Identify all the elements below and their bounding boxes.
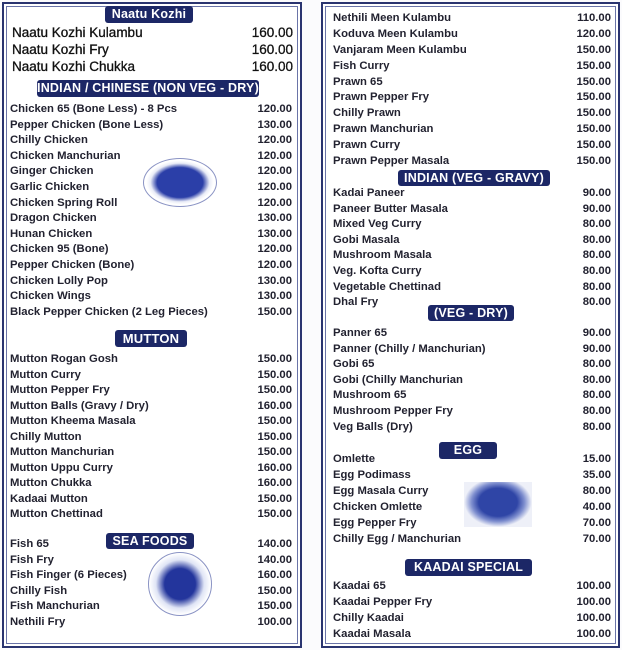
menu-item-price: 140.00 — [257, 538, 292, 550]
menu-item — [333, 610, 611, 626]
menu-item-price: 90.00 — [582, 327, 611, 339]
menu-item-name: Garlic Chicken — [10, 180, 90, 193]
menu-item — [333, 202, 611, 218]
menu-item-name: Veg. Kofta Curry — [333, 264, 422, 277]
menu-item-price: 150.00 — [257, 508, 292, 520]
menu-item — [333, 43, 611, 59]
menu-item-name: Naatu Kozhi Fry — [12, 42, 109, 57]
menu-item-price: 150.00 — [257, 492, 292, 505]
menu-item-price: 120.00 — [257, 103, 292, 115]
menu-item — [10, 133, 292, 149]
menu-item-name: Pepper Chicken (Bone) — [10, 258, 135, 271]
menu-item-name: Chilly Prawn — [333, 107, 401, 120]
section-sea-foods-continued — [333, 11, 611, 170]
menu-item-name: Prawn Manchurian — [333, 123, 434, 136]
menu-item-name: Gobi Masala — [333, 233, 400, 246]
menu-item-name: Mutton Curry — [10, 368, 81, 381]
menu-item — [333, 217, 611, 233]
menu-item-price: 80.00 — [582, 420, 611, 433]
menu-item-name: Chicken 95 (Bone) — [10, 243, 109, 256]
menu-item-price: 150.00 — [257, 415, 292, 427]
menu-item-price: 120.00 — [257, 196, 292, 209]
menu-item — [333, 373, 611, 389]
menu-item-price: 150.00 — [257, 305, 292, 318]
menu-item — [333, 342, 611, 358]
menu-item-price: 70.00 — [582, 533, 611, 545]
section-header-naatu-kozhi: Naatu Kozhi — [105, 6, 193, 23]
menu-item-price: 120.00 — [257, 243, 292, 256]
menu-item — [333, 626, 611, 642]
menu-item-price: 100.00 — [576, 580, 611, 592]
menu-item-price: 90.00 — [582, 187, 611, 199]
menu-item — [10, 461, 292, 477]
menu-item-name: Mixed Veg Curry — [333, 218, 422, 231]
menu-item-name: Panner (Chilly / Manchurian) — [333, 342, 486, 355]
menu-item-name: Kaadai Pepper Fry — [333, 596, 433, 608]
menu-item-price: 80.00 — [582, 358, 611, 371]
menu-item — [333, 264, 611, 280]
menu-item-name: Fish 65 — [10, 538, 49, 550]
menu-item — [10, 102, 292, 118]
menu-item — [333, 451, 611, 467]
menu-item-price: 150.00 — [576, 75, 611, 88]
menu-item-price: 80.00 — [582, 485, 611, 497]
menu-item-name: Chilly Chicken — [10, 134, 88, 147]
menu-item-name: Fish Manchurian — [10, 600, 100, 613]
menu-item — [12, 58, 293, 75]
menu-item-name: Prawn Curry — [333, 139, 401, 152]
section-header-non-veg-dry: INDIAN / CHINESE (NON VEG - DRY) — [37, 81, 259, 95]
menu-item — [333, 27, 611, 43]
menu-item-price: 35.00 — [582, 469, 611, 481]
menu-item-price: 130.00 — [257, 274, 292, 287]
menu-item-name: Prawn 65 — [333, 75, 383, 88]
menu-item-name: Vegetable Chettinad — [333, 280, 441, 293]
menu-item — [10, 414, 292, 430]
section-mutton — [10, 352, 292, 523]
section-non-veg-dry — [10, 102, 292, 320]
menu-item-price: 80.00 — [582, 389, 611, 402]
menu-item-price: 150.00 — [576, 107, 611, 120]
menu-item-price: 160.00 — [257, 461, 292, 474]
menu-item-name: Kadai Paneer — [333, 187, 405, 199]
menu-item — [333, 404, 611, 420]
menu-item-price: 160.00 — [257, 569, 292, 582]
menu-item-name: Dhal Fry — [333, 296, 379, 309]
menu-item — [10, 274, 292, 290]
menu-item-price: 130.00 — [257, 290, 292, 303]
menu-item-name: Chilly Egg / Manchurian — [333, 533, 462, 545]
menu-item-price: 80.00 — [582, 218, 611, 231]
menu-item-price: 130.00 — [257, 212, 292, 225]
menu-item-name: Pepper Chicken (Bone Less) — [10, 118, 164, 131]
menu-item-price: 80.00 — [582, 404, 611, 417]
menu-item — [333, 326, 611, 342]
menu-item-price: 70.00 — [582, 517, 611, 529]
menu-item-name: Mutton Manchurian — [10, 446, 115, 458]
menu-item — [10, 118, 292, 134]
menu-item-price: 80.00 — [582, 249, 611, 262]
menu-item-price: 150.00 — [576, 59, 611, 72]
menu-item — [333, 357, 611, 373]
menu-item-name: Gobi (Chilly Manchurian — [333, 373, 463, 386]
fish-dish-image — [148, 552, 212, 616]
menu-item-price: 150.00 — [257, 430, 292, 443]
omelette-image — [464, 482, 532, 527]
menu-item — [333, 388, 611, 404]
menu-item-price: 80.00 — [582, 264, 611, 277]
section-header-mutton: MUTTON — [115, 330, 187, 347]
menu-item — [10, 507, 292, 523]
section-header-kaadai-special: KAADAI SPECIAL — [405, 559, 532, 576]
menu-item-price: 80.00 — [582, 296, 611, 309]
menu-item — [12, 24, 293, 41]
menu-item — [10, 615, 292, 631]
menu-item-name: Fish Curry — [333, 59, 390, 72]
menu-item-name: Mutton Chettinad — [10, 508, 103, 520]
menu-item — [10, 476, 292, 492]
menu-item — [333, 248, 611, 264]
menu-item-price: 120.00 — [257, 134, 292, 147]
menu-item-name: Koduva Meen Kulambu — [333, 27, 458, 40]
menu-item-name: Ginger Chicken — [10, 165, 94, 178]
menu-item — [10, 368, 292, 384]
section-veg-dry — [333, 326, 611, 435]
menu-item — [333, 11, 611, 27]
menu-item-price: 100.00 — [576, 596, 611, 608]
menu-item-name: Mutton Pepper Fry — [10, 384, 110, 396]
menu-item-name: Mushroom Pepper Fry — [333, 404, 453, 417]
menu-item-price: 160.00 — [251, 42, 293, 57]
menu-item-name: Chicken 65 (Bone Less) - 8 Pcs — [10, 103, 178, 115]
menu-item-price: 160.00 — [251, 25, 293, 40]
menu-item — [10, 258, 292, 274]
menu-item — [10, 492, 292, 508]
menu-item-name: Naatu Kozhi Kulambu — [12, 25, 143, 40]
menu-item-price: 150.00 — [257, 353, 292, 365]
menu-item — [10, 399, 292, 415]
menu-item-name: Veg Balls (Dry) — [333, 420, 413, 433]
menu-item-name: Prawn Pepper Fry — [333, 91, 430, 104]
menu-item-price: 150.00 — [257, 384, 292, 396]
menu-item-name: Chicken Spring Roll — [10, 196, 118, 209]
menu-item-price: 80.00 — [582, 373, 611, 386]
menu-item — [333, 594, 611, 610]
menu-item-price: 90.00 — [582, 202, 611, 215]
menu-item-price: 150.00 — [257, 368, 292, 381]
menu-item-name: Egg Masala Curry — [333, 485, 429, 497]
menu-item-price: 90.00 — [582, 342, 611, 355]
menu-item-name: Vanjaram Meen Kulambu — [333, 43, 467, 56]
menu-item-name: Mushroom 65 — [333, 389, 407, 402]
menu-item-name: Chilly Fish — [10, 584, 68, 597]
menu-item-price: 120.00 — [257, 165, 292, 178]
menu-item-name: Prawn Pepper Masala — [333, 155, 450, 168]
menu-item-price: 150.00 — [257, 584, 292, 597]
menu-item-price: 150.00 — [576, 139, 611, 152]
section-header-veg-gravy: INDIAN (VEG - GRAVY) — [398, 170, 550, 186]
menu-item-price: 120.00 — [257, 258, 292, 271]
menu-item-name: Gobi 65 — [333, 358, 375, 371]
menu-item — [333, 467, 611, 483]
menu-item-name: Mutton Uppu Curry — [10, 461, 113, 474]
menu-item-price: 100.00 — [257, 615, 292, 628]
menu-item — [10, 445, 292, 461]
menu-item-name: Nethili Fry — [10, 615, 66, 628]
menu-item — [333, 75, 611, 91]
menu-item — [10, 242, 292, 258]
menu-item-name: Fish Fry — [10, 553, 54, 566]
section-header-egg: EGG — [439, 442, 497, 459]
menu-item-price: 130.00 — [257, 227, 292, 240]
menu-item-price: 120.00 — [257, 180, 292, 193]
menu-item — [10, 430, 292, 446]
menu-item — [333, 138, 611, 154]
menu-item-name: Paneer Butter Masala — [333, 202, 448, 215]
menu-item-price: 40.00 — [582, 501, 611, 513]
menu-item-name: Mutton Kheema Masala — [10, 415, 136, 427]
menu-item — [10, 599, 292, 615]
menu-item-price: 150.00 — [576, 155, 611, 168]
menu-item-name: Dragon Chicken — [10, 212, 97, 225]
menu-item-price: 80.00 — [582, 233, 611, 246]
menu-item — [333, 233, 611, 249]
menu-item-price: 100.00 — [576, 612, 611, 624]
menu-item-name: Egg Pepper Fry — [333, 517, 417, 529]
menu-item-price: 160.00 — [257, 477, 292, 489]
menu-item-name: Egg Podimass — [333, 469, 411, 481]
menu-item-name: Mushroom Masala — [333, 249, 432, 262]
section-kaadai-special — [333, 578, 611, 642]
menu-item-price: 150.00 — [257, 600, 292, 613]
menu-item-price: 150.00 — [576, 43, 611, 56]
menu-item-price: 150.00 — [576, 91, 611, 104]
menu-item-name: Hunan Chicken — [10, 227, 93, 240]
section-header-veg-dry: (VEG - DRY) — [428, 305, 514, 321]
section-header-sea-foods: SEA FOODS — [106, 533, 194, 549]
menu-item-name: Naatu Kozhi Chukka — [12, 59, 136, 74]
menu-item-price: 100.00 — [576, 628, 611, 640]
menu-item-name: Chilly Mutton — [10, 430, 82, 443]
menu-item-name: Black Pepper Chicken (2 Leg Pieces) — [10, 305, 208, 318]
menu-item-price: 15.00 — [582, 453, 611, 465]
menu-item — [10, 383, 292, 399]
menu-item-name: Nethili Meen Kulambu — [333, 12, 451, 24]
chicken-dish-image — [143, 158, 217, 207]
menu-item — [10, 227, 292, 243]
menu-item-name: Panner 65 — [333, 327, 388, 339]
menu-item-price: 120.00 — [576, 27, 611, 40]
menu-item — [10, 289, 292, 305]
menu-item — [333, 106, 611, 122]
menu-item — [10, 553, 292, 569]
menu-item — [333, 186, 611, 202]
menu-item — [10, 352, 292, 368]
menu-item-price: 140.00 — [257, 553, 292, 566]
menu-item — [12, 41, 293, 58]
menu-item-name: Fish Finger (6 Pieces) — [10, 569, 127, 582]
menu-item-name: Kadaai Mutton — [10, 492, 88, 505]
menu-item-name: Mutton Balls (Gravy / Dry) — [10, 399, 149, 412]
menu-item-price: 160.00 — [251, 59, 293, 74]
menu-item-price: 80.00 — [582, 280, 611, 293]
section-naatu-kozhi — [12, 24, 293, 75]
menu-item — [10, 537, 292, 553]
menu-item — [10, 211, 292, 227]
menu-item-name: Kaadai 65 — [333, 580, 386, 592]
menu-item-price: 160.00 — [257, 399, 292, 412]
menu-item — [333, 578, 611, 594]
menu-item-name: Chicken Wings — [10, 290, 91, 303]
menu-item-name: Kaadai Masala — [333, 628, 411, 640]
menu-item-price: 110.00 — [577, 12, 611, 24]
menu-item — [10, 149, 292, 165]
menu-item — [333, 280, 611, 296]
menu-item — [333, 122, 611, 138]
menu-item — [333, 531, 611, 547]
menu-item-name: Omlette — [333, 453, 376, 465]
menu-item — [333, 154, 611, 170]
menu-item-name: Chilly Kaadai — [333, 612, 404, 624]
menu-item-name: Chicken Manchurian — [10, 149, 121, 162]
menu-item — [10, 305, 292, 321]
menu-item — [333, 90, 611, 106]
menu-item-name: Chicken Omlette — [333, 501, 423, 513]
section-veg-gravy — [333, 186, 611, 311]
menu-item-price: 130.00 — [257, 118, 292, 131]
menu-item — [333, 59, 611, 75]
menu-item-price: 150.00 — [576, 123, 611, 136]
menu-item-name: Mutton Rogan Gosh — [10, 353, 118, 365]
menu-item — [333, 420, 611, 436]
menu-item-price: 150.00 — [257, 446, 292, 458]
menu-item-name: Mutton Chukka — [10, 477, 92, 489]
menu-item-name: Chicken Lolly Pop — [10, 274, 108, 287]
menu-item-price: 120.00 — [257, 149, 292, 162]
